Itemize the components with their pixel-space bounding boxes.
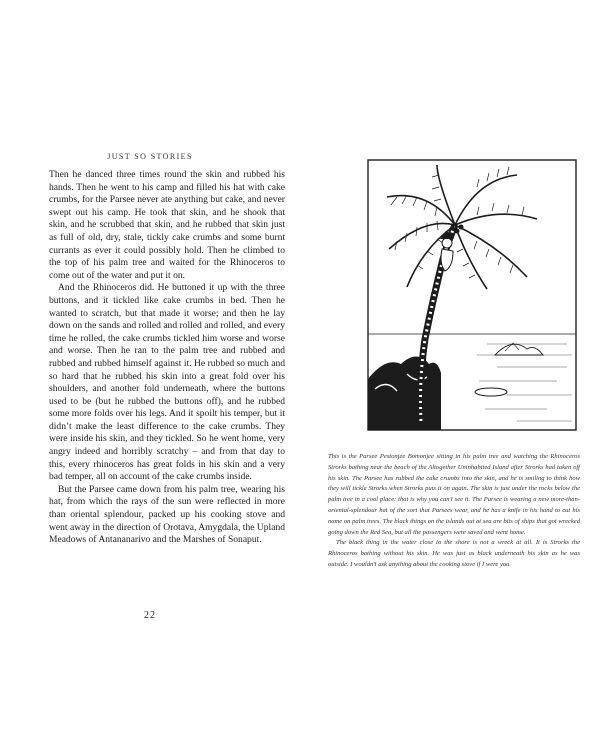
running-head: JUST SO STORIES <box>107 152 193 161</box>
illustration-caption <box>328 452 580 571</box>
body-text <box>49 169 285 547</box>
palm-tree-illustration-icon <box>367 159 577 431</box>
caption-paragraph-2: The black thing in the water close to the shore is not a wreck at all. It is Strorks the Rhinoceros bathing without his skin. He was just as black underneath his skin as he was outside. I wouldn’t ask anything about the cooking stove if I were you. <box>328 539 580 568</box>
page-number: 22 <box>144 610 156 621</box>
caption-paragraph-1: This is the Parsee Pestonjee Bomonjee sitting in his palm tree and watching the Rhinoceros Strorks bathing near the beach of the Altogether Uninhabited Island after Strorks had taken off his skin. The Parsee has rubbed the cake crumbs into the skin, and he is smiling to think how they will tickle Strorks when Strorks puts it on again. The skin is just under the rocks below the palm tree in a cool place: that is why you can’t see it. The Parsee is wearing a new more-than-oriental-splendour hat of the sort that Parsees wear, and he has a knife in his hand to cut his name on palm trees. The black things on the islands out at sea are bits of ships that got wrecked going down the Red Sea, but all the passengers were saved and went home. <box>328 453 580 536</box>
paragraph-2: And the Rhinoceros did. He buttoned it up with the three buttons, and it tickled like cake crumbs in bed. Then he wanted to scratch, but that made it worse; and then he lay down on the sands and rolled and rolled and rolled, and every time he rolled, the cake crumbs tickled him worse and worse and worse. Then he ran to the palm tree and rubbed and rubbed and rubbed himself against it. He rubbed so much and so hard that he rubbed his skin into a great fold over his shoulders, and another fold underneath, where the buttons used to be (but he rubbed the buttons off), and he rubbed some more folds over his legs. And it spoilt his temper, but it didn’t make the least difference to the cake crumbs. They were inside his skin, and they tickled. So he went home, very angry indeed and horribly scratchy – and from that day to this, every rhinoceros has great folds in his skin and a very bad temper, all on account of the cake crumbs inside. <box>49 282 285 483</box>
right-page <box>300 0 600 750</box>
paragraph-3: But the Parsee came down from his palm tree, wearing his hat, from which the rays of the sun were reflected in more than oriental splendour, packed up his cooking stove and went away in the direction of Orotava, Amygdala, the Upland Meadows of Antananarivo and the Marshes of Sonaput. <box>49 483 285 546</box>
paragraph-1: Then he danced three times round the skin and rubbed his hands. Then he went to his camp and filled his hat with cake crumbs, for the Parsee never ate anything but cake, and never swept out his camp. He took that skin, and he shook that skin, and he scrubbed that skin, and he rubbed that skin just as full of old, dry, stale, tickly cake crumbs and some burnt currants as ever it could possibly hold. Then he climbed to the top of his palm tree and waited for the Rhinoceros to come out of the water and put it on. <box>49 169 285 281</box>
